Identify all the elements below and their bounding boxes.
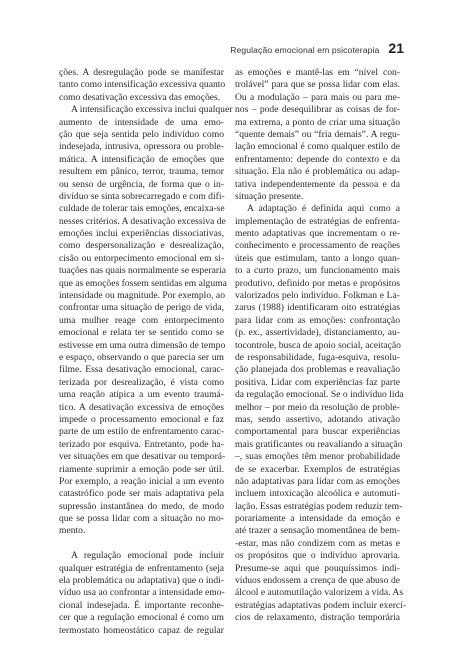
text-line: incluem intoxicação alcoólica e automuti-	[235, 488, 400, 500]
text-line: filme. Essa desativação emocional, carac-	[59, 364, 224, 376]
text-line: que se possa lidar com a situação no mo-	[59, 513, 224, 525]
text-line: tuações nas quais normalmente se esperaria	[59, 265, 227, 277]
text-line: de responsabilidade, fuga-esquiva, resolu-	[235, 351, 400, 363]
text-line: situação presente.	[235, 190, 304, 202]
text-line: parte de um estilo de enfrentamento carac-	[59, 426, 224, 438]
text-line: termostato homeostático capaz de regular	[59, 624, 224, 636]
text-line: víduo usa ao confrontar a intensidade emo-	[59, 587, 225, 599]
text-line: A adaptação é definida aqui como a	[247, 203, 400, 215]
text-line: as emoções e mantê-las em “nível con-	[235, 67, 400, 78]
text-line: como despersonalização e desrealização,	[59, 240, 224, 252]
text-line: trolável” para que se possa lidar com elas.	[235, 79, 400, 91]
text-line: catastrófico pode ser mais adaptativa pela	[59, 488, 224, 500]
text-line: úteis que estimulam, tanto a longo quan-	[235, 252, 400, 264]
text-line	[59, 538, 224, 550]
text-line: mas, sendo assertivo, adotando ativação	[235, 413, 400, 425]
text-line: mento.	[59, 525, 86, 537]
text-line: terizado por esquiva. Entretanto, pode ha-	[59, 438, 224, 450]
text-line: estivesse em uma outra dimensão de tempo	[59, 339, 226, 351]
text-line: uma mulher reage com entorpecimento	[59, 314, 224, 326]
text-line: indesejada, intrusiva, opressora ou proble-	[59, 141, 224, 153]
page-number: 21	[388, 40, 404, 56]
text-line: conhecimento e processamento de reações	[235, 240, 400, 252]
text-line: álcool e automutilação valorizem a vida. As	[235, 587, 404, 599]
text-line: tanto como intensificação excessiva quanto	[59, 79, 226, 91]
text-line: -estar, mas não condizem com as metas e	[235, 537, 400, 549]
text-line: intensidade ou magnitude. Por exemplo, ao	[59, 290, 225, 302]
text-line: comportamental para buscar experiências	[235, 426, 400, 438]
text-line: culdade de tolerar tais emoções, encaixa-se	[59, 203, 225, 215]
text-line: uma reação atípica a um evento traumá-	[59, 389, 224, 401]
text-line: terizada por desrealização, é vista como	[59, 376, 224, 388]
text-line: para lidar com as emoções: confrontação	[235, 314, 400, 326]
text-line: lação. Essas estratégias podem reduzir tem-	[235, 500, 403, 512]
running-header	[230, 40, 404, 56]
text-line: riamente suprimir a emoção pode ser útil.	[59, 463, 224, 475]
text-line: cer que a regulação emocional é como um	[59, 612, 224, 624]
text-line: de se exacerbar. Exemplos de estratégias	[235, 463, 400, 475]
text-line: porariamente a intensidade da emoção e	[235, 513, 400, 525]
text-line: víduos endossem a crença de que abuso de	[235, 575, 400, 587]
text-line: resultem em pânico, terror, trauma, temor	[59, 166, 224, 178]
text-line: ções. A desregulação pode se manifestar	[59, 67, 224, 78]
text-line: mento adaptativas que incrementam o re-	[235, 228, 400, 240]
text-line: e espaço, observando o que parecia ser um	[59, 351, 224, 363]
text-line: tico. A desativação excessiva de emoções	[59, 401, 224, 413]
text-line: tocontrole, busca de apoio social, aceitação	[235, 339, 401, 351]
text-line: A intensificação excessiva inclui qualquer	[71, 104, 233, 116]
text-line: até trazer a sensação momentânea de bem-	[235, 525, 400, 537]
text-line: nesses critérios. A desativação excessiva de	[59, 215, 226, 227]
text-line: qualquer estratégia de enfrentamento (seja	[59, 562, 224, 574]
text-line: da regulação emocional. Se o indivíduo lida	[235, 389, 404, 401]
text-line: implementação de estratégias de enfrenta-	[235, 215, 400, 227]
text-line: zarus (1988) identificaram oito estratégias	[235, 302, 400, 314]
text-line: melhor – por meio da resolução de proble-	[235, 401, 400, 413]
text-line: estratégias adaptativas podem incluir exercí-	[235, 599, 407, 611]
text-line: ma extrema, a ponto de criar uma situação	[235, 116, 400, 128]
text-line: aumento de intensidade de uma emo-	[59, 116, 224, 128]
text-line: situação. Ela não é problemática ou adap-	[235, 166, 400, 178]
text-line: ção planejada dos problemas e reavaliação	[235, 364, 400, 376]
text-line: Ou a modulação – para mais ou para me-	[235, 91, 400, 103]
left-text-column	[59, 67, 233, 637]
text-line: Presume-se aqui que pouquíssimos indi-	[235, 562, 400, 574]
text-line: impede o processamento emocional e faz	[59, 413, 224, 425]
text-line: ou senso de urgência, de forma que o in-	[59, 178, 224, 190]
text-line: mais gratificantes ou reavaliando a situação	[235, 438, 403, 450]
text-line: os propósitos que o indivíduo aprovaria.	[235, 550, 400, 562]
text-line: não adaptativas para lidar com as emoções	[235, 475, 400, 487]
text-line: A regulação emocional pode incluir	[71, 550, 224, 562]
right-text-column	[235, 67, 407, 625]
text-line: cional indesejada. É importante reconhe-	[59, 599, 224, 611]
text-line: emocional e relata ter se sentido como se	[59, 327, 224, 339]
text-line: lação emocional é como qualquer estilo de	[235, 141, 400, 153]
text-line: tativa independentemente da pessoa e da	[235, 178, 400, 190]
running-header-title: Regulação emocional em psicoterapia	[230, 45, 380, 55]
text-line: cisão ou entorpecimento emocional em si-	[59, 252, 224, 264]
text-line: nos – pode desequilibrar as coisas de for-	[235, 104, 400, 116]
text-line: positiva. Lidar com experiências faz parte	[235, 376, 400, 388]
text-line: mática. A intensificação de emoções que	[59, 153, 224, 165]
text-line: como desativação excessiva das emoções.	[59, 91, 221, 103]
text-line: cios de relaxamento, distração temporária	[235, 612, 400, 624]
text-line: supressão instantânea do medo, de modo	[59, 500, 224, 512]
text-line: “quente demais” ou “fria demais”. A regu-	[235, 128, 400, 140]
text-line: enfrentamento: depende do contexto e da	[235, 153, 400, 165]
text-line: emoções inclui experiências dissociativas,	[59, 228, 224, 240]
text-line: divíduo se sinta sobrecarregado e com difi-	[59, 190, 225, 202]
text-line: (p. ex., assertividade), distanciamento, au-	[235, 327, 400, 339]
text-line: to a curto prazo, um funcionamento mais	[235, 265, 400, 277]
text-line: –, suas emoções têm menor probabilidade	[235, 451, 400, 463]
text-line: ver situações em que desativar ou temporá-	[59, 451, 226, 463]
text-line: ela problemática ou adaptativa) que o indi-	[59, 575, 224, 587]
text-line: produtivo, definido por metas e propósitos	[235, 277, 400, 289]
text-line: ção que seja sentida pelo indivíduo como	[59, 128, 224, 140]
text-line: valorizados pelo indivíduo. Folkman e La-	[235, 290, 400, 302]
text-line: confrontar uma situação de perigo de vida,	[59, 302, 224, 314]
text-line: que as emoções fossem sentidas em alguma	[59, 277, 227, 289]
text-line: Por exemplo, a reação inicial a um evento	[59, 475, 224, 487]
